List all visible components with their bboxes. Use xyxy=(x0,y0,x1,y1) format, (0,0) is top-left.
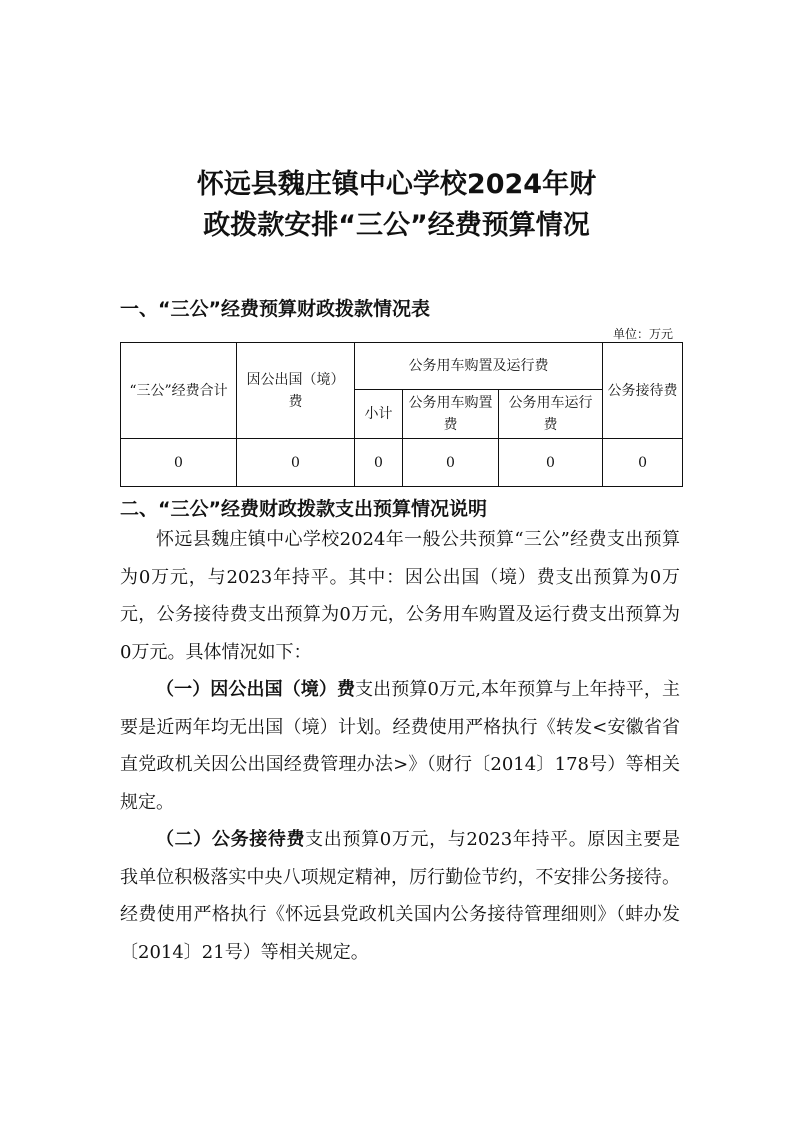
three-public-budget-table xyxy=(120,342,683,487)
cell-subtotal: 0 xyxy=(355,439,403,487)
header-subtotal: 小计 xyxy=(355,390,403,439)
item-1-text: 支出预算0万元,本年预算与上年持平，主要是近两年均无出国（境）计划。经费使用严格执行《转发<安徽省省直党政机关因公出国经费管理办法>》（财行〔2014〕178号）等相关规定。 xyxy=(120,679,680,813)
cell-vehicle-operation: 0 xyxy=(499,439,603,487)
section-1-heading: 一、“三公”经费预算财政拨款情况表 xyxy=(120,298,430,320)
cell-total: 0 xyxy=(121,439,237,487)
document-title-line-2: 政拨款安排“三公”经费预算情况 xyxy=(203,210,590,241)
header-abroad: 因公出国（境）费 xyxy=(237,343,355,439)
cell-vehicle-purchase: 0 xyxy=(403,439,499,487)
item-1-lead: （一）因公出国（境）费 xyxy=(156,679,356,700)
header-vehicle-purchase: 公务用车购置费 xyxy=(403,390,499,439)
cell-abroad: 0 xyxy=(237,439,355,487)
item-1-paragraph xyxy=(120,671,680,821)
document-title-line-1: 怀远县魏庄镇中心学校2024年财 xyxy=(196,169,597,200)
item-2-text: 支出预算0万元，与2023年持平。原因主要是我单位积极落实中央八项规定精神，厉行勤俭节约，不安排公务接待。经费使用严格执行《怀远县党政机关国内公务接待管理细则》（蚌办发〔2014〕21号）等相关规定。 xyxy=(120,829,681,963)
cell-reception: 0 xyxy=(603,439,683,487)
table-row xyxy=(121,439,683,487)
unit-label: 单位：万元 xyxy=(612,327,673,341)
header-vehicle-group: 公务用车购置及运行费 xyxy=(355,343,603,390)
item-2-lead: （二）公务接待费 xyxy=(156,829,306,850)
intro-paragraph: 怀远县魏庄镇中心学校2024年一般公共预算“三公”经费支出预算为0万元，与2023年持平。其中：因公出国（境）费支出预算为0万元，公务接待费支出预算为0万元，公务用车购置及运行费支出预算为0万元。具体情况如下： xyxy=(120,529,680,663)
header-vehicle-operation: 公务用车运行费 xyxy=(499,390,603,439)
header-reception: 公务接待费 xyxy=(603,343,683,439)
header-total: “三公”经费合计 xyxy=(121,343,237,439)
section-2-heading: 二、“三公”经费财政拨款支出预算情况说明 xyxy=(120,498,487,520)
item-2-paragraph xyxy=(120,821,680,971)
